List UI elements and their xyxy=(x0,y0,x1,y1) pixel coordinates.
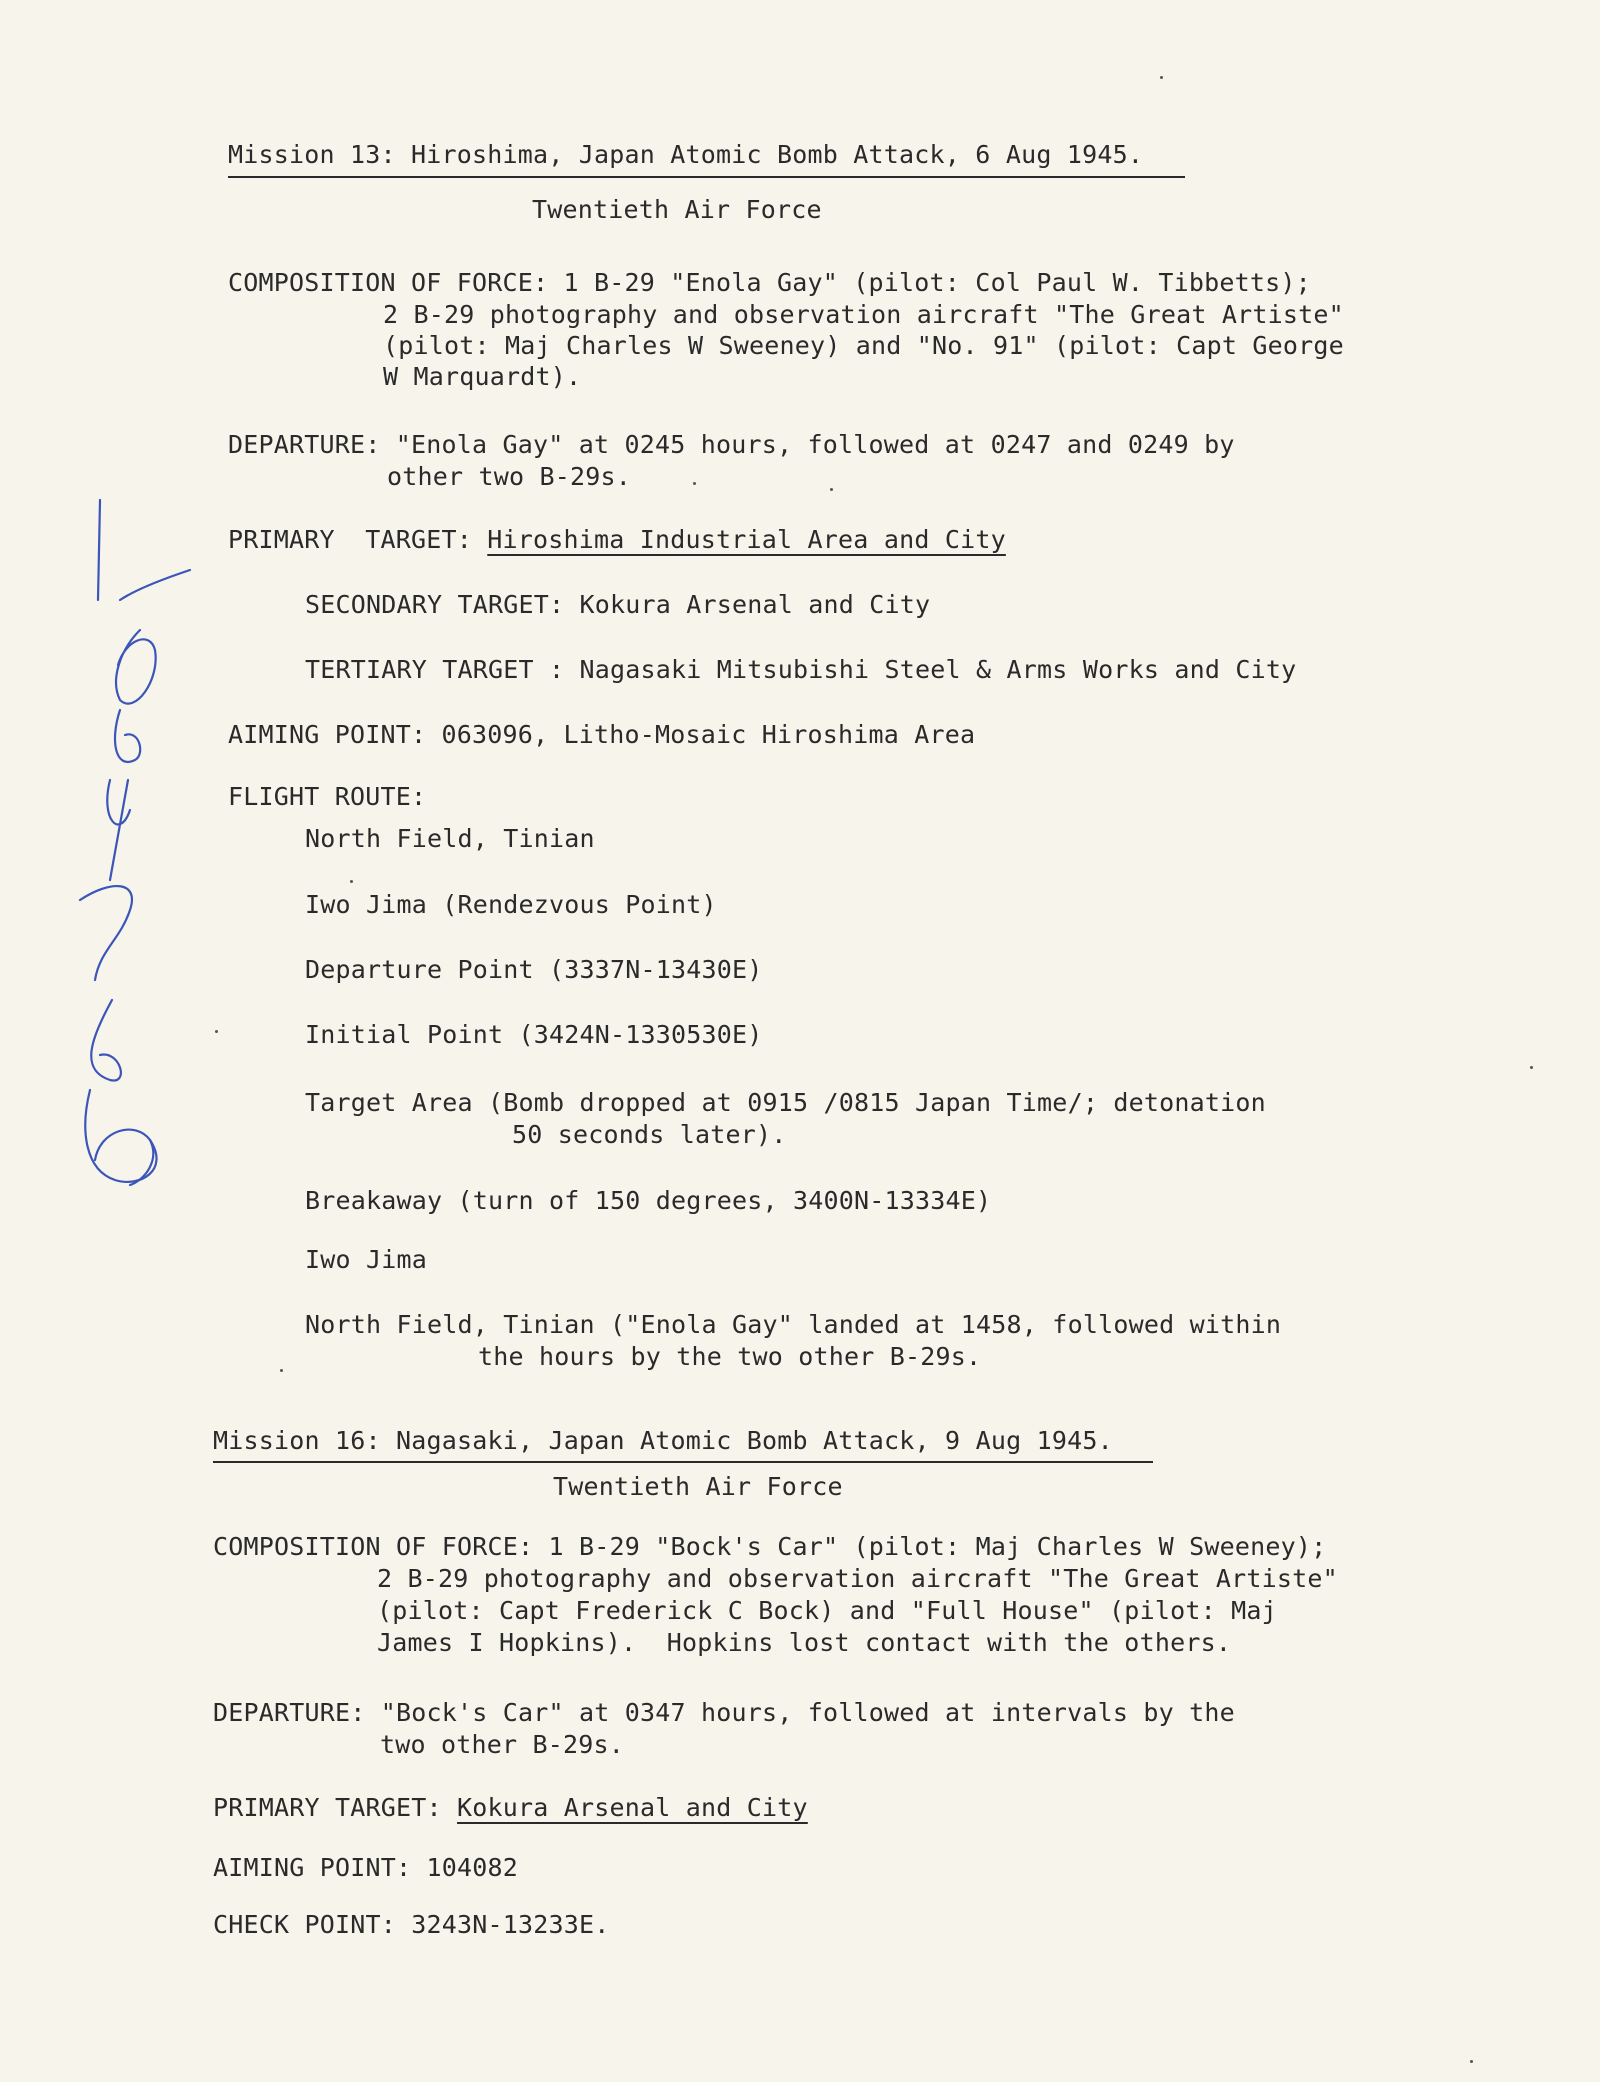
mission-16-subtitle: Twentieth Air Force xyxy=(553,1472,843,1501)
route-breakaway: Breakaway (turn of 150 degrees, 3400N-13334E) xyxy=(305,1186,992,1215)
m16-composition-line-3: (pilot: Capt Frederick C Bock) and "Full House" (pilot: Maj xyxy=(377,1596,1277,1625)
m16-primary-value: Kokura Arsenal and City xyxy=(457,1793,808,1822)
m13-flight-route-label: FLIGHT ROUTE: xyxy=(228,782,427,811)
m13-aiming-point: AIMING POINT: 063096, Litho-Mosaic Hiroshima Area xyxy=(228,720,976,749)
m13-primary-target xyxy=(228,525,1006,555)
paper-speck xyxy=(350,880,353,883)
route-north-field: North Field, Tinian xyxy=(305,824,595,853)
route-target-area-line-2: 50 seconds later). xyxy=(512,1120,787,1149)
route-initial-point: Initial Point (3424N-1330530E) xyxy=(305,1020,763,1049)
m13-departure-line-2: other two B-29s. xyxy=(387,462,632,491)
route-departure-point: Departure Point (3337N-13430E) xyxy=(305,955,763,984)
m13-composition-line-1: COMPOSITION OF FORCE: 1 B-29 "Enola Gay" (pilot: Col Paul W. Tibbetts); xyxy=(228,268,1311,297)
m13-composition-line-3: (pilot: Maj Charles W Sweeney) and "No. 91" (pilot: Capt George xyxy=(383,331,1344,360)
mission-13-title-underline xyxy=(228,176,1185,178)
route-return-line-2: the hours by the two other B-29s. xyxy=(478,1342,982,1371)
route-return-line-1: North Field, Tinian ("Enola Gay" landed at 1458, followed within xyxy=(305,1310,1282,1339)
m16-composition-line-2: 2 B-29 photography and observation aircraft "The Great Artiste" xyxy=(377,1564,1338,1593)
m13-composition-line-2: 2 B-29 photography and observation aircraft "The Great Artiste" xyxy=(383,300,1344,329)
m13-composition-line-4: W Marquardt). xyxy=(383,362,582,391)
m16-departure-line-2: two other B-29s. xyxy=(380,1730,625,1759)
m13-primary-label: PRIMARY TARGET: xyxy=(228,525,488,554)
mission-13-subtitle: Twentieth Air Force xyxy=(532,195,822,224)
paper-speck xyxy=(280,1369,283,1372)
mission-16-title-underline xyxy=(213,1461,1153,1463)
route-iwo-jima-rendezvous: Iwo Jima (Rendezvous Point) xyxy=(305,890,717,919)
paper-speck xyxy=(693,482,696,485)
paper-speck xyxy=(1530,1066,1533,1069)
m13-secondary-target: SECONDARY TARGET: Kokura Arsenal and City xyxy=(305,590,931,619)
m16-aiming-point: AIMING POINT: 104082 xyxy=(213,1853,519,1882)
route-iwo-jima: Iwo Jima xyxy=(305,1245,428,1274)
m16-composition-line-4: James I Hopkins). Hopkins lost contact with the others. xyxy=(377,1628,1232,1657)
m16-primary-label: PRIMARY TARGET: xyxy=(213,1793,458,1822)
mission-16-title: Mission 16: Nagasaki, Japan Atomic Bomb Attack, 9 Aug 1945. xyxy=(213,1426,1113,1455)
paper-speck xyxy=(215,1030,218,1033)
paper-speck xyxy=(830,488,833,491)
paper-speck xyxy=(1470,2060,1473,2063)
m13-departure-line-1: DEPARTURE: "Enola Gay" at 0245 hours, followed at 0247 and 0249 by xyxy=(228,430,1235,459)
mission-13-title: Mission 13: Hiroshima, Japan Atomic Bomb Attack, 6 Aug 1945. xyxy=(228,140,1144,169)
m16-check-point: CHECK POINT: 3243N-13233E. xyxy=(213,1910,610,1939)
handwritten-signature xyxy=(40,480,220,1200)
m16-primary-target xyxy=(213,1793,808,1823)
paper-speck xyxy=(1160,76,1163,79)
m16-departure-line-1: DEPARTURE: "Bock's Car" at 0347 hours, followed at intervals by the xyxy=(213,1698,1235,1727)
m13-primary-value: Hiroshima Industrial Area and City xyxy=(487,525,1006,554)
route-target-area-line-1: Target Area (Bomb dropped at 0915 /0815 Japan Time/; detonation xyxy=(305,1088,1266,1117)
m16-composition-line-1: COMPOSITION OF FORCE: 1 B-29 "Bock's Car" (pilot: Maj Charles W Sweeney); xyxy=(213,1532,1327,1561)
m13-tertiary-target: TERTIARY TARGET : Nagasaki Mitsubishi Steel & Arms Works and City xyxy=(305,655,1297,684)
